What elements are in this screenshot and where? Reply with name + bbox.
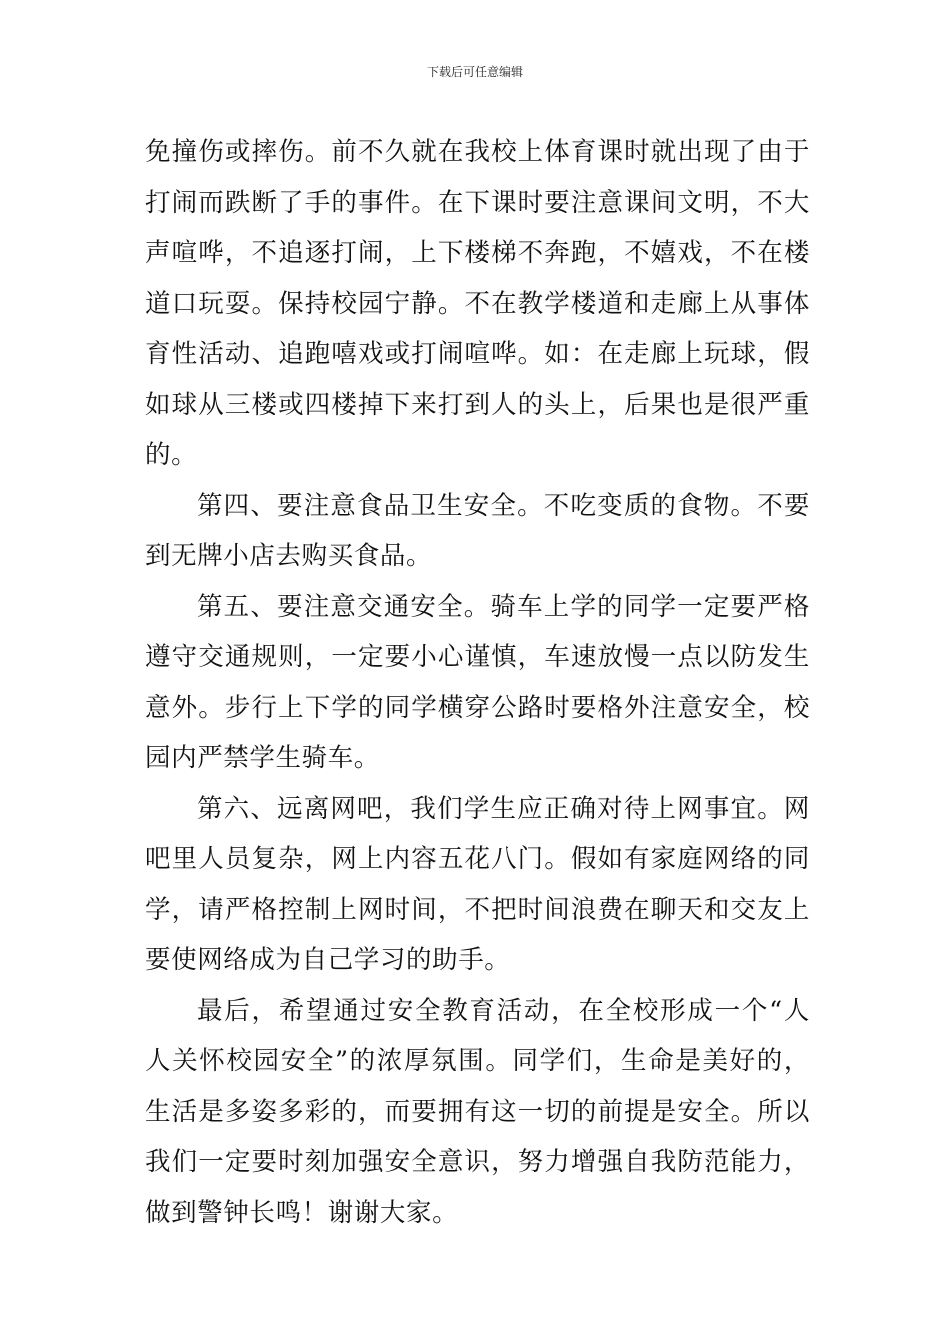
paragraph-traffic-safety: 第五、要注意交通安全。骑车上学的同学一定要严格遵守交通规则，一定要小心谨慎，车速放慢一点以防发生意外。步行上下学的同学横穿公路时要格外注意安全，校园内严禁学生骑车。: [145, 591, 810, 773]
page-header: 下载后可任意编辑: [426, 65, 523, 79]
paragraph-conclusion: 最后，希望通过安全教育活动，在全校形成一个“人人关怀校园安全”的浓厚氛围。同学们，生命是美好的，生活是多姿多彩的，而要拥有这一切的前提是安全。所以我们一定要时刻加强安全意识，努力增强自我防范能力，做到警钟长鸣！谢谢大家。: [145, 995, 810, 1228]
paragraph-internet-cafe: 第六、远离网吧，我们学生应正确对待上网事宜。网吧里人员复杂，网上内容五花八门。假如有家庭网络的同学，请严格控制上网时间，不把时间浪费在聊天和交友上要使网络成为自己学习的助手。: [145, 793, 810, 975]
paragraph-food-safety: 第四、要注意食品卫生安全。不吃变质的食物。不要到无牌小店去购买食品。: [145, 490, 810, 571]
paragraph-safety-collision: 免撞伤或摔伤。前不久就在我校上体育课时就出现了由于打闹而跌断了手的事件。在下课时要注意课间文明，不大声喧哗，不追逐打闹，上下楼梯不奔跑，不嬉戏，不在楼道口玩耍。保持校园宁静。不在教学楼道和走廊上从事体育性活动、追跑嘻戏或打闹喧哗。如：在走廊上玩球，假如球从三楼或四楼掉下来打到人的头上，后果也是很严重的。: [145, 137, 810, 470]
document-body: [145, 127, 810, 1238]
